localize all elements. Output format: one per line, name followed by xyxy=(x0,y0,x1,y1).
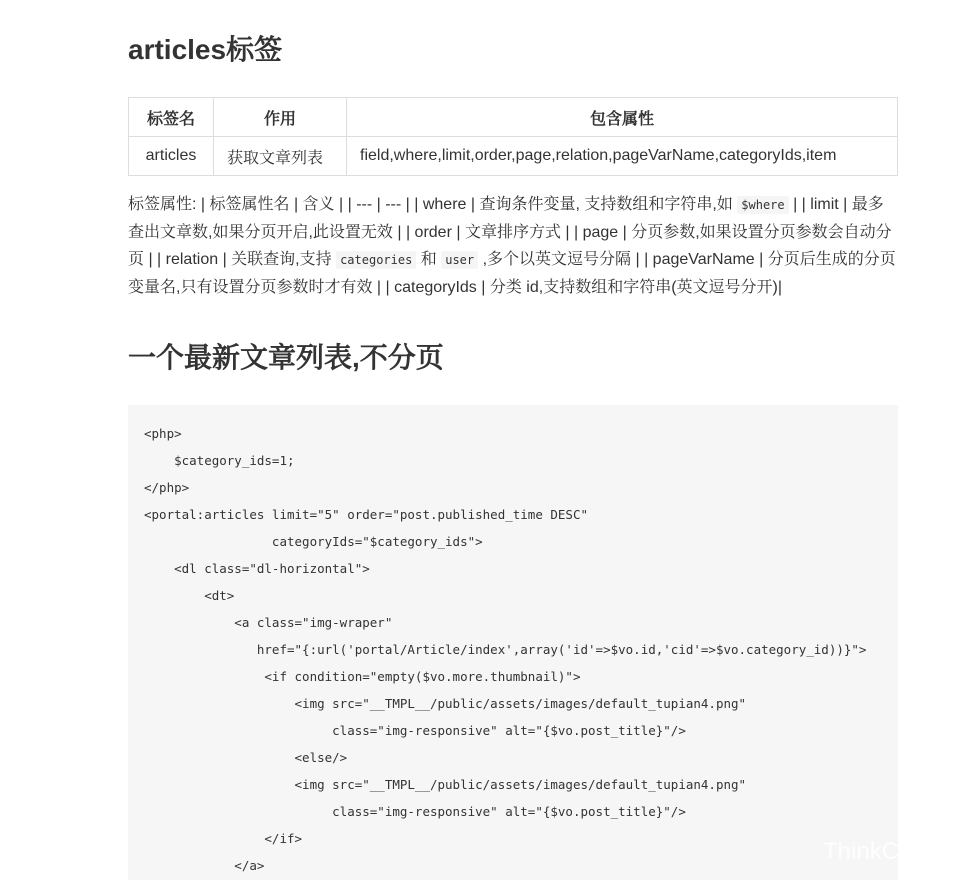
code-pre xyxy=(128,405,898,879)
code-line: <a class="img-wraper" xyxy=(144,615,393,630)
code-line: categoryIds="$category_ids"> xyxy=(144,534,483,549)
code-line: <else/> xyxy=(144,750,348,765)
table-header-cell: 作用 xyxy=(214,98,347,137)
watermark: ThinkC xyxy=(823,838,900,865)
tag-attributes-paragraph xyxy=(128,191,898,301)
paragraph-text: ,多个以英文逗号分隔 | | pageVarName | 分页后生成的分页变量名,只有设置分页参数时才有效 | | categoryIds | 分类 id,支持数组和字符串(英文逗号分开)| xyxy=(128,251,896,296)
code-line: $category_ids=1; xyxy=(144,453,295,468)
code-line: <dt> xyxy=(144,588,235,603)
code-line: href="{:url('portal/Article/index',array('id'=>$vo.id,'cid'=>$vo.category_id))}"> xyxy=(144,642,867,657)
paragraph-text: 和 xyxy=(416,251,442,268)
table-cell: field,where,limit,order,page,relation,pageVarName,categoryIds,item xyxy=(347,137,898,176)
table-header-cell: 标签名 xyxy=(129,98,214,137)
code-line: <dl class="dl-horizontal"> xyxy=(144,561,370,576)
code-block xyxy=(128,405,898,880)
code-line: </if> xyxy=(144,831,303,846)
paragraph-text: | | limit | 最多查出文章数,如果分页开启,此设置无效 | | order | 文章排序方式 | | page | 分页参数,如果设置分页参数会自动分页 | | relation | 关联查询,支持 xyxy=(128,196,892,268)
code-line: <img src="__TMPL__/public/assets/images/default_tupian4.png" xyxy=(144,777,747,792)
inline-code: user xyxy=(441,251,478,269)
table-row xyxy=(129,137,898,176)
table-header-row xyxy=(129,98,898,137)
table-cell: articles xyxy=(129,137,214,176)
table-cell: 获取文章列表 xyxy=(214,137,347,176)
code-line: class="img-responsive" alt="{$vo.post_title}"/> xyxy=(144,723,686,738)
code-line: </php> xyxy=(144,480,190,495)
inline-code: $where xyxy=(737,196,788,214)
table-header-cell: 包含属性 xyxy=(347,98,898,137)
tag-table xyxy=(128,97,898,176)
paragraph-text: 标签属性: | 标签属性名 | 含义 | | --- | --- | | where | 查询条件变量, 支持数组和字符串,如 xyxy=(128,196,738,213)
section-heading-articles: articles标签 xyxy=(128,34,283,65)
code-line: class="img-responsive" alt="{$vo.post_title}"/> xyxy=(144,804,686,819)
code-line: <if condition="empty($vo.more.thumbnail)"> xyxy=(144,669,581,684)
code-line: <img src="__TMPL__/public/assets/images/default_tupian4.png" xyxy=(144,696,747,711)
code-line: <portal:articles limit="5" order="post.published_time DESC" xyxy=(144,507,589,522)
code-line: <php> xyxy=(144,426,182,441)
inline-code: categories xyxy=(336,251,416,269)
code-line: </a> xyxy=(144,858,265,873)
section-heading-latest-articles: 一个最新文章列表,不分页 xyxy=(128,342,444,373)
